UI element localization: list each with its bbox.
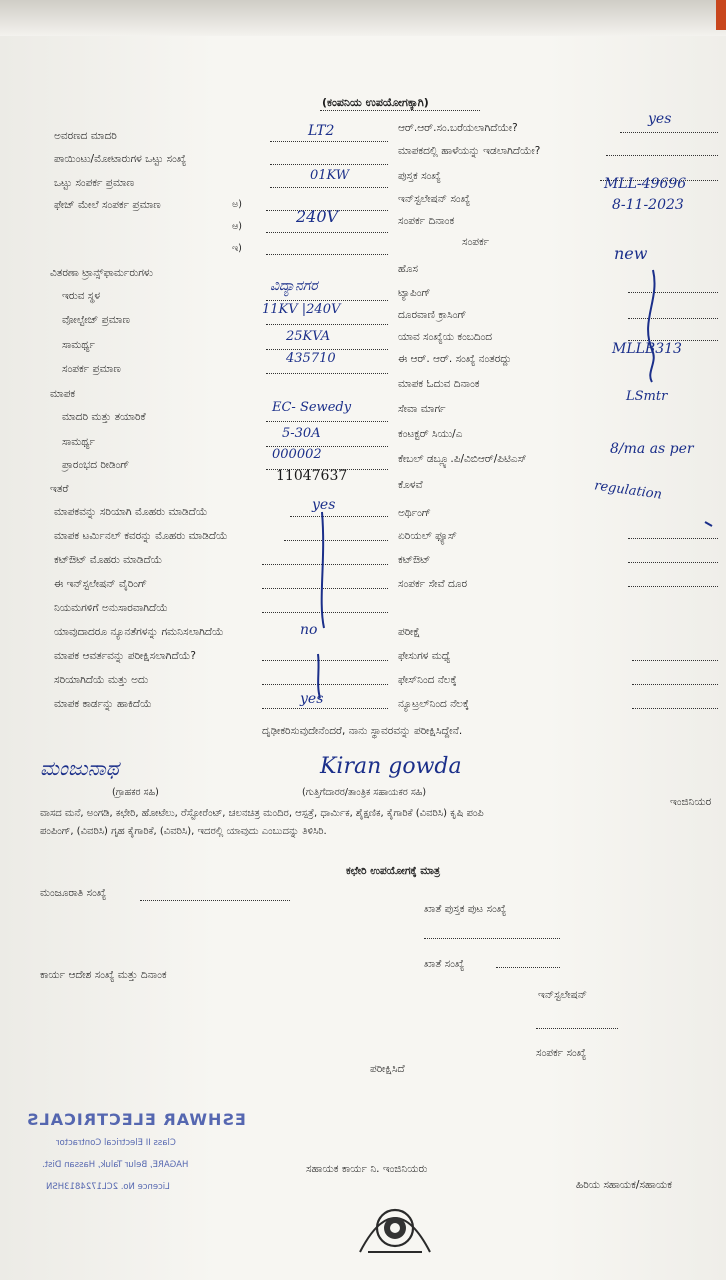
check-label: ನಿಯಮಗಳಿಗೆ ಅನುಸಾರವಾಗಿದೆಯೆ <box>54 602 168 614</box>
row-label: ಮಾಪಕದಲ್ಲಿ ಹಾಳೆಯನ್ನು ಇಡಲಾಗಿದೆಯೇ? <box>398 145 541 157</box>
row-label: ಸಂಪರ್ಕ <box>462 236 490 248</box>
handwritten-value: LT2 <box>308 123 335 139</box>
row-label: ಇರುವ ಸ್ಥಳ <box>62 290 101 302</box>
handwritten-value: 240V <box>296 207 339 226</box>
work-order-label: ಕಾರ್ಯ ಆದೇಶ ಸಂಖ್ಯೆ ಮತ್ತು ದಿನಾಂಕ <box>40 969 167 981</box>
contractor-signature: Kiran gowda <box>320 754 462 779</box>
row-label: ಪುಸ್ತಕ ಸಂಖ್ಯೆ <box>398 170 441 182</box>
handwritten-value: yes <box>648 111 672 127</box>
row-label: ಫೇಸುಗಳ ಮಧ್ಯೆ <box>398 650 451 662</box>
check-label: ಯಾವುದಾದರೂ ನ್ಯೂನತೆಗಳನ್ನು ಗಮನಿಸಲಾಗಿದೆಯೆ <box>54 626 224 638</box>
handwritten-value: ವಿದ್ಯಾನಗರ <box>270 278 318 294</box>
handwritten-value: 000002 <box>272 447 322 462</box>
checked-label: ಪರೀಕ್ಷಿಸಿದೆ <box>370 1063 405 1075</box>
engineer-label: ಇಂಜಿನಿಯರ <box>670 796 712 808</box>
customer-signature: ಮಂಜುನಾಥ <box>40 756 119 780</box>
phase-marker: ಇ) <box>232 243 242 254</box>
row-label: ಕಂಟಕ್ಟರ್ ಸಿಯು/ಎ <box>398 428 463 440</box>
section-title: ವಿತರಣಾ ಟ್ರಾನ್ಸ್‌ಫಾರ್ಮರುಗಳು <box>50 267 153 279</box>
handwritten-value: 25KVA <box>286 329 331 344</box>
meter-serial: 11047637 <box>276 468 348 484</box>
stamp-name: ESHWAR ELECTRICALS <box>26 1110 246 1129</box>
row-label: ನ್ಯೂಟ್ರಲ್‌ನಿಂದ ನೆಲಕ್ಕೆ <box>398 698 469 710</box>
confirmation-text: ದೃಢೀಕರಿಸುವುದೇನೆಂದರೆ, ನಾನು ಸ್ಥಾವರವನ್ನು ಪರೀಕ್ಷಿಸಿದ್ದೇನೆ. <box>262 725 463 737</box>
installation-label: ಇನ್‌ಸ್ಟಲೇಷನ್ <box>538 989 588 1001</box>
row-label: ಪ್ರಾರಂಭದ ರೀಡಿಂಗ್ <box>62 459 130 471</box>
asst-exec-label: ಸಹಾಯಕ ಕಾರ್ಯ ನಿ. ಇಂಜಿನಿಯರು <box>306 1163 428 1175</box>
contractor-sign-label: (ಗುತ್ತಿಗೆದಾರರ/ತಾಂತ್ರಿಕ ಸಹಾಯಕರ ಸಹಿ) <box>302 787 427 798</box>
phase-marker: ಅ) <box>232 199 242 210</box>
row-label: ಈ ಆರ್. ಆರ್. ಸಂಖ್ಯೆ ನಂತರದ್ದು <box>398 353 512 365</box>
usage-text: ಪಂಪಿಂಗ್, (ವಿವರಿಸಿ) ಗೃಹ ಕೈಗಾರಿಕೆ, (ವಿವರಿಸಿ), ಇದರಲ್ಲಿ ಯಾವುದು ಎಂಬುದನ್ನು ತಿಳಿಸಿರಿ. <box>40 826 327 837</box>
row-label: ವೋಲ್ಟೇಜ್ ಪ್ರಮಾಣ <box>62 314 130 326</box>
row-label: ಸಾಮರ್ಥ್ಯ <box>62 339 95 351</box>
row-label: ಆರ್.ಆರ್.ಸಂ.ಬರೆಯಲಾಗಿದೆಯೇ? <box>398 122 518 134</box>
row-label: ಪರೀಕ್ಷೆ <box>398 626 421 638</box>
stamp-line: Class II Electrical Contractor <box>56 1138 176 1148</box>
row-label: ಕೊಳವೆ <box>398 479 423 491</box>
row-label: ಕಟ್‌ಔಟ್ <box>398 554 431 566</box>
handwritten-value: new <box>614 244 648 263</box>
senior-asst-label: ಹಿರಿಯ ಸಹಾಯಕ/ಸಹಾಯಕ <box>576 1179 672 1191</box>
handwritten-value: 11KV |240V <box>262 302 341 317</box>
row-label: ಟ್ಯಾಪಿಂಗ್ <box>398 287 431 299</box>
check-label: ಸರಿಯಾಗಿದೆಯೆ ಮತ್ತು ಅದು <box>54 674 149 686</box>
row-label: ಸಂಪರ್ಕ ಪ್ರಮಾಣ <box>62 363 121 375</box>
row-label: ಪಾಯಿಂಟು/ಮೋಟಾರುಗಳ ಒಟ್ಟು ಸಂಖ್ಯೆ <box>54 153 187 165</box>
handwritten-value: 5-30A <box>282 426 321 441</box>
row-label: ಸಂಪರ್ಕ ಸೇವೆ ದೂರ <box>398 578 468 590</box>
phase-marker: ಆ) <box>232 221 242 232</box>
row-label: ಫೇಸ್‌ನಿಂದ ನೆಲಕ್ಕೆ <box>398 674 457 686</box>
row-label: ಸಾಮರ್ಥ್ಯ <box>62 436 95 448</box>
check-label: ಕಟ್‌ಔಟ್ ಮೊಹರು ಮಾಡಿದೆಯೆ <box>54 554 163 566</box>
stamp-line: Licence No. 2CL1724813HSN <box>46 1182 170 1192</box>
handwritten-value: LSmtr <box>626 389 668 404</box>
row-label: ಏರಿಯಲ್ ಫ್ಯೂಸ್ <box>398 530 457 542</box>
sanction-label: ಮಂಜೂರಾತಿ ಸಂಖ್ಯೆ <box>40 887 107 899</box>
connection-no-label: ಸಂಪರ್ಕ ಸಂಖ್ಯೆ <box>536 1047 587 1059</box>
check-label: ಈ ಇನ್‌ಸ್ಟಲೇಷನ್ ವೈರಿಂಗ್ <box>54 578 148 590</box>
handwritten-value: MLLB313 <box>612 341 682 357</box>
check-label: ಮಾಪಕವನ್ನು ಸರಿಯಾಗಿ ಮೊಹರು ಮಾಡಿದೆಯೆ <box>54 506 208 518</box>
ledger-label: ಖಾತೆ ಪುಸ್ತಕ ಪುಟ ಸಂಖ್ಯೆ <box>424 903 507 915</box>
check-label: ಮಾಪಕ ಟರ್ಮಿನಲ್ ಕವರನ್ನು ಮೊಹರು ಮಾಡಿದೆಯೆ <box>54 530 228 542</box>
handwritten-value: regulation <box>593 478 663 503</box>
handwritten-value: 435710 <box>286 351 336 366</box>
stamp-line: HAGARE, Belur Taluk, Hassan Dist. <box>42 1160 189 1170</box>
handwritten-value: yes <box>312 497 336 513</box>
row-label: ಯಾವ ಸಂಖ್ಯೆಯ ಕಂಬದಿಂದ <box>398 331 493 343</box>
row-label: ಅರ್ಥಿಂಗ್ <box>398 507 431 519</box>
check-label: ಮಾಪಕ ಆವರ್ತವನ್ನು ಪರೀಕ್ಷಿಸಲಾಗಿದೆಯೆ? <box>54 650 196 662</box>
handwritten-value: 8/ma as per <box>610 441 694 457</box>
handwritten-value: no <box>300 622 318 638</box>
office-title: ಕಛೇರಿ ಉಪಯೋಗಕ್ಕೆ ಮಾತ್ರ <box>346 865 441 877</box>
handwritten-value: 01KW <box>310 168 350 183</box>
handwritten-value: 8-11-2023 <box>612 197 684 213</box>
row-label: ಹೊಸ <box>398 263 418 275</box>
section-title: ಮಾಪಕ <box>50 388 76 400</box>
usage-text: ವಾಸದ ಮನೆ, ಅಂಗಡಿ, ಕಛೇರಿ, ಹೋಟೆಲು, ರೆಸ್ಟೋರೆಂಟ್, ಚಲನಚಿತ್ರ ಮಂದಿರ, ಆಸ್ಪತ್ರೆ, ಧಾರ್ಮಿಕ, ಶೈಕ್ಷಣಿಕ, ಕೈಗಾರಿಕೆ (ವಿವರಿಸಿ) ಕೃಷಿ ಪಂಪಿ <box>40 808 484 819</box>
row-label: ಸಂಪರ್ಕ ದಿನಾಂಕ <box>398 215 455 227</box>
handwritten-value: EC- Sewedy <box>272 400 352 415</box>
handwritten-value: yes <box>300 691 324 707</box>
row-label: ಅವರಣದ ಮಾದರಿ <box>54 130 117 142</box>
section-title: ಇತರೆ <box>50 483 69 495</box>
handwritten-value: MLL-49696 <box>604 176 687 192</box>
row-label: ಸೇವಾ ಮಾರ್ಗ <box>398 403 446 415</box>
row-label: ಇನ್‌ಸ್ಟಲೇಷನ್ ಸಂಖ್ಯೆ <box>398 193 471 205</box>
row-label: ಕೇಬಲ್ ಡಬ್ಲ್ಯೂ.ಪಿ/ವಿಬಿಆರ್/ಪಿಟಿಎಸ್ <box>398 453 527 465</box>
row-label: ಫೇಜ್ ಮೇಲೆ ಸಂಪರ್ಕ ಪ್ರಮಾಣ <box>54 199 161 211</box>
account-label: ಖಾತೆ ಸಂಖ್ಯೆ <box>424 958 465 970</box>
customer-sign-label: (ಗ್ರಾಹಕರ ಸಹಿ) <box>112 787 159 798</box>
row-label: ಮಾದರಿ ಮತ್ತು ತಯಾರಿಕೆ <box>62 411 146 423</box>
row-label: ಮಾಪಕ ಓದುವ ದಿನಾಂಕ <box>398 378 480 390</box>
row-label: ದೂರವಾಣಿ ಕ್ರಾಸಿಂಗ್ <box>398 309 467 321</box>
row-label: ಒಟ್ಟು ಸಂಪರ್ಕ ಪ್ರಮಾಣ <box>54 177 135 189</box>
check-label: ಮಾಪಕ ಕಾರ್ಡನ್ನು ಹಾಕಿದೆಯೆ <box>54 698 152 710</box>
form-title: (ಕಂಪನಿಯ ಉಪಯೋಗಕ್ಕಾಗಿ) <box>322 96 429 109</box>
